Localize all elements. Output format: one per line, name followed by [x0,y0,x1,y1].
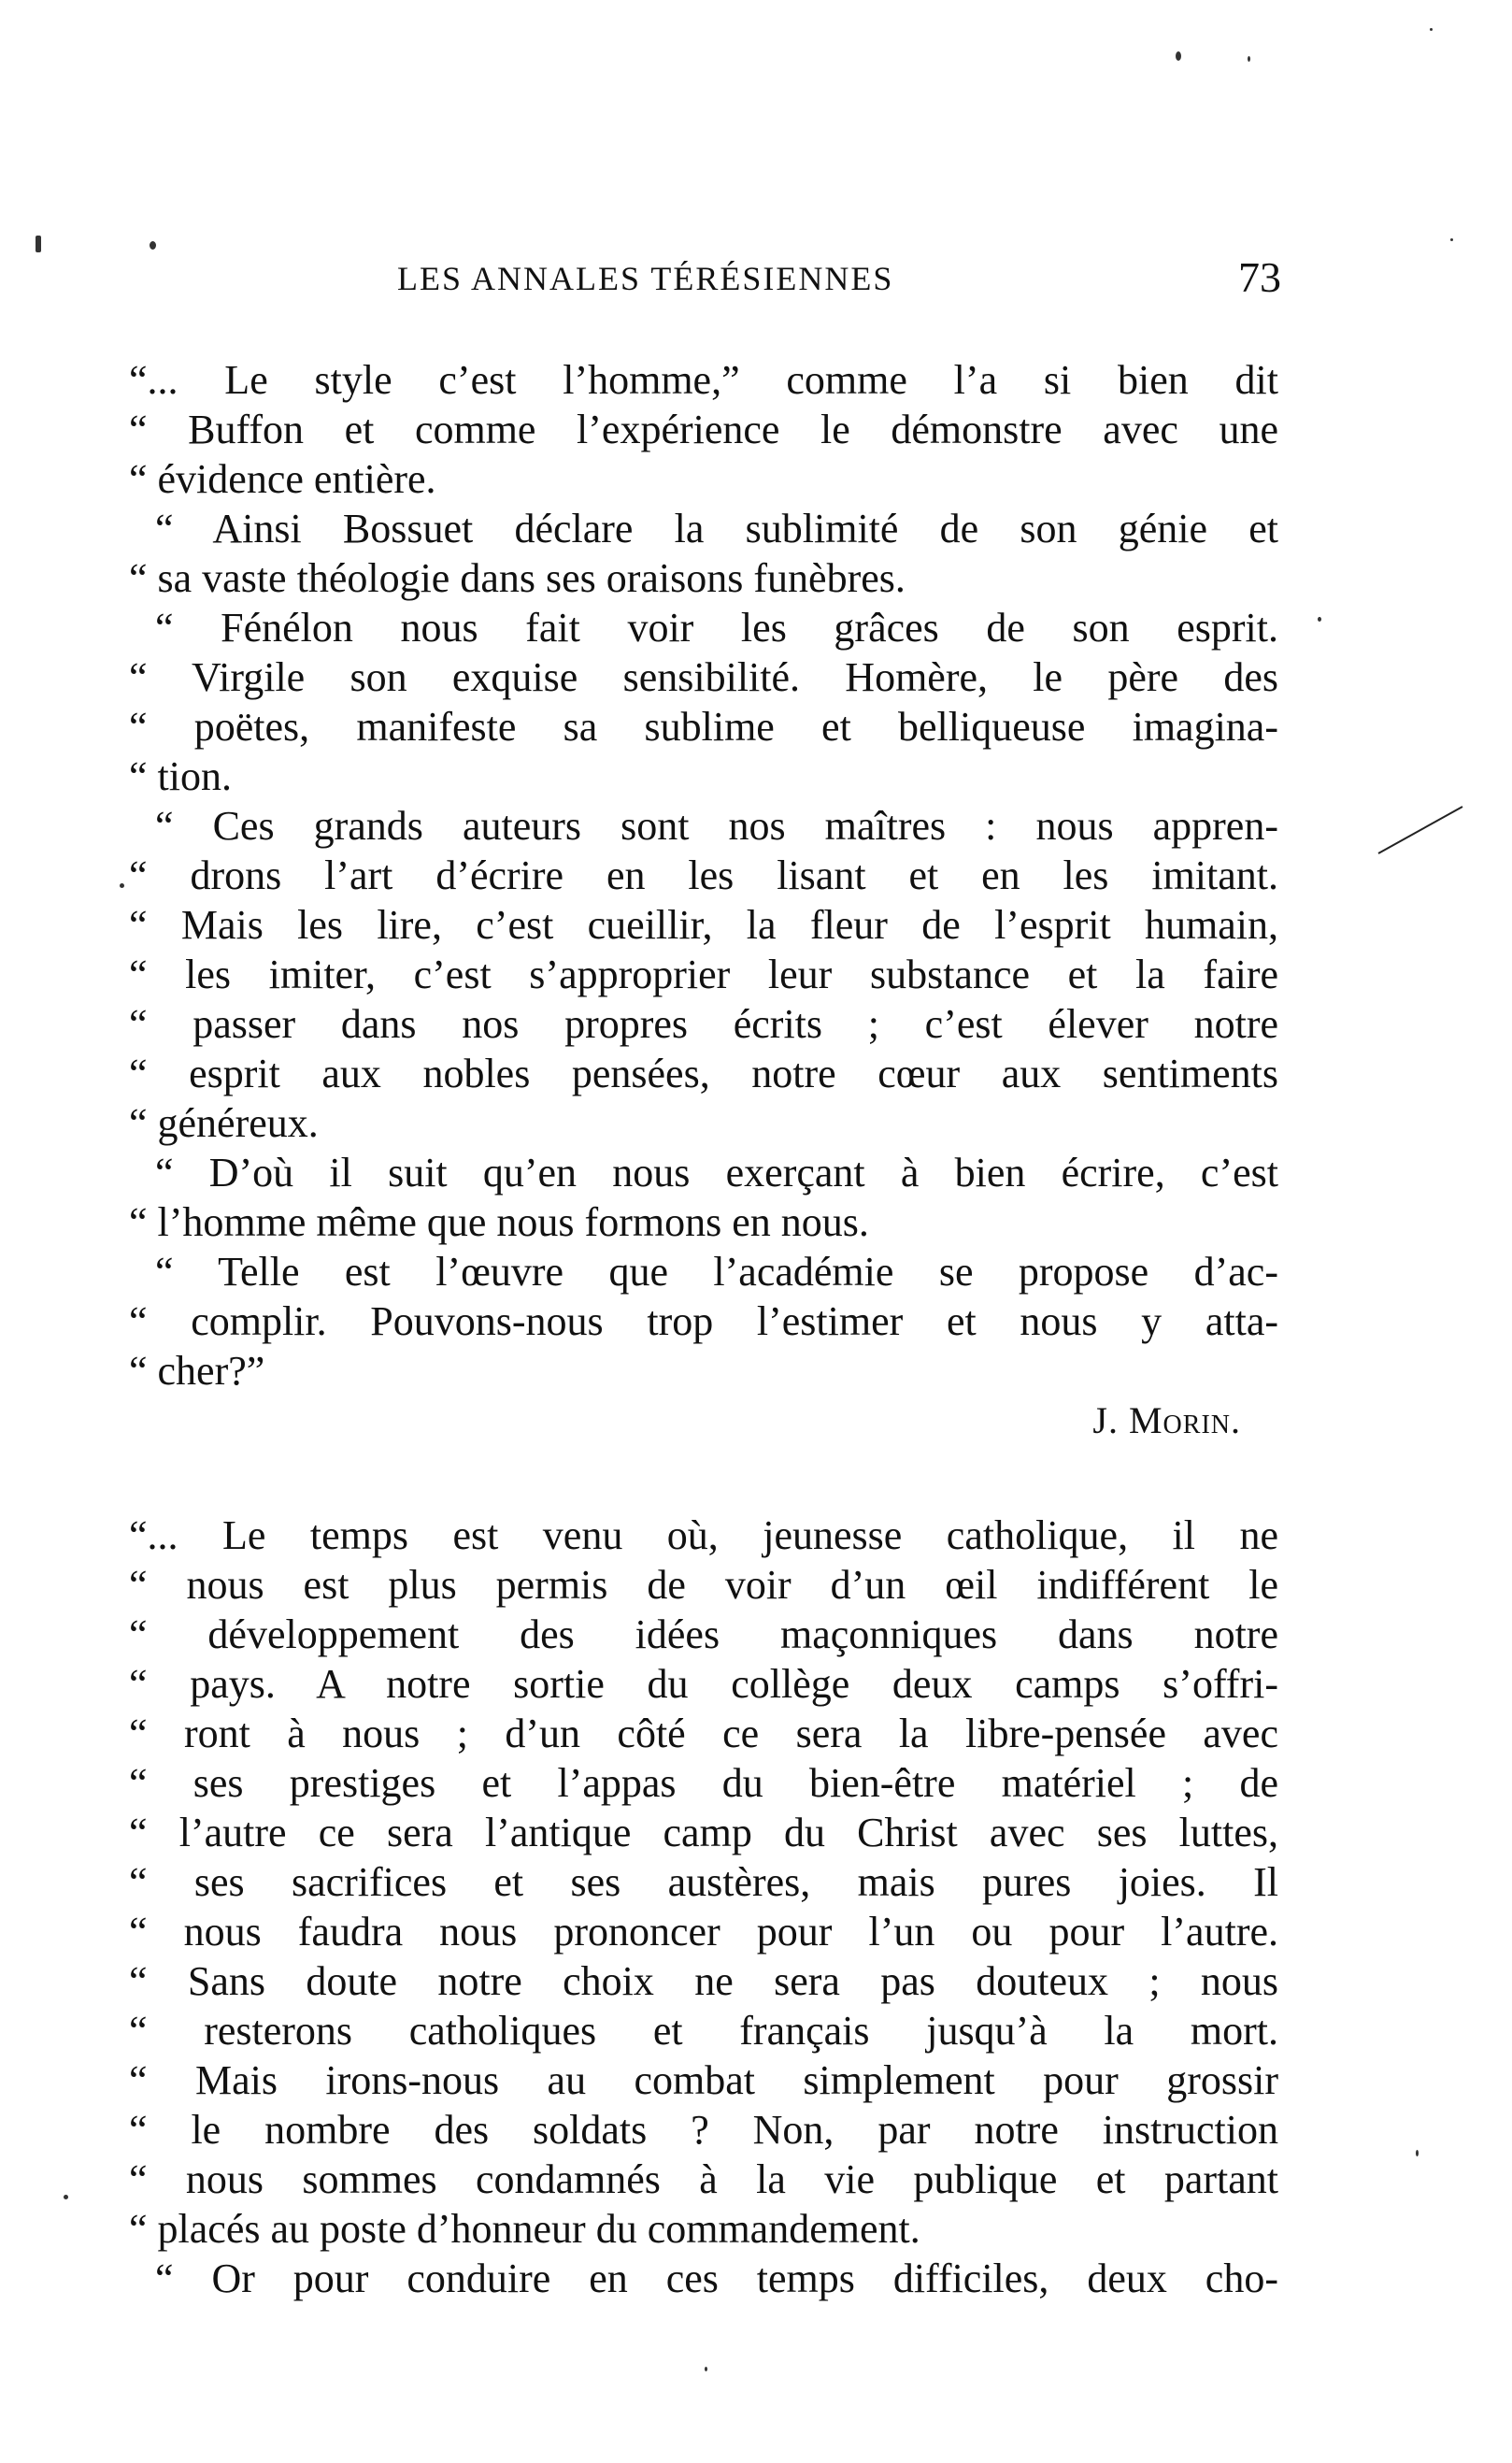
text-line: “ poëtes, manifeste sa sublime et belliqueuse imagina- [129,704,1278,750]
scan-speck [150,241,156,250]
text-line: “ Or pour conduire en ces temps difficiles, deux cho- [155,2255,1278,2301]
text-line: “ Sans doute notre choix ne sera pas douteux ; nous [129,1958,1278,2004]
text-line: “ esprit aux nobles pensées, notre cœur aux sentiments [129,1051,1278,1096]
text-line: “ ses sacrifices et ses austères, mais pures joies. Il [129,1859,1278,1905]
text-line: “ Ainsi Bossuet déclare la sublimité de son génie et [155,506,1278,551]
scan-speck [120,883,124,888]
text-line: “ Buffon et comme l’expérience le démonstre avec une [129,407,1278,452]
body-text [129,355,1278,2303]
text-line: “ pays. A notre sortie du collège deux camps s’offri- [129,1661,1278,1707]
text-line: “ généreux. [129,1100,319,1146]
running-header: LES ANNALES TÉRÉSIENNES [397,260,894,297]
text-line: “ tion. [129,753,232,799]
text-line: “ drons l’art d’écrire en les lisant et en les imitant. [129,852,1278,898]
text-line: “ resterons catholiques et français jusqu’à la mort. [129,2008,1278,2054]
text-line: “ passer dans nos propres écrits ; c’est élever notre [129,1001,1278,1047]
text-line: “ placés au poste d’honneur du commandement. [129,2206,920,2252]
text-line: “ nous est plus permis de voir d’un œil indifférent le [129,1562,1278,1608]
scan-speck [1430,28,1433,31]
text-line: “ l’homme même que nous formons en nous. [129,1199,869,1245]
section-gap [129,1445,1278,1511]
scan-speck [1416,2150,1419,2156]
text-line: “ sa vaste théologie dans ses oraisons funèbres. [129,555,906,601]
page-number: 73 [1238,253,1281,301]
passage-1 [129,355,1278,1445]
text-line: “ Mais irons-nous au combat simplement pour grossir [129,2057,1278,2103]
scan-speck [36,236,41,252]
text-line: “... Le style c’est l’homme,” comme l’a si bien dit [129,357,1278,403]
text-line: “ Ces grands auteurs sont nos maîtres : nous appren- [155,803,1278,849]
scan-speck [1176,51,1181,61]
scan-speck [1318,617,1321,622]
scan-speck [1450,238,1453,241]
text-line: “ le nombre des soldats ? Non, par notre instruction [129,2107,1278,2153]
scan-speck [705,2367,707,2371]
text-line: “ développement des idées maçonniques dans notre [129,1611,1278,1657]
text-line: “ les imiter, c’est s’approprier leur substance et la faire [129,952,1278,997]
text-line: “ cher?” [129,1348,265,1394]
text-line: “ Mais les lire, c’est cueillir, la fleur de l’esprit humain, [129,902,1278,948]
text-line: “... Le temps est venu où, jeunesse catholique, il ne [129,1512,1278,1558]
signature: J. Morin. [1092,1399,1241,1441]
text-line: “ ront à nous ; d’un côté ce sera la libre-pensée avec [129,1711,1278,1756]
text-line: “ l’autre ce sera l’antique camp du Christ avec ses luttes, [129,1810,1278,1855]
passage-2 [129,1511,1278,2303]
text-line: “ Fénélon nous fait voir les grâces de son esprit. [155,605,1278,651]
text-line: “ évidence entière. [129,456,436,502]
text-line: “ nous sommes condamnés à la vie publique et partant [129,2156,1278,2202]
scan-speck [64,2195,68,2199]
text-line: “ nous faudra nous prononcer pour l’un ou pour l’autre. [129,1909,1278,1955]
scan-mark [1374,802,1467,858]
text-line: “ D’où il suit qu’en nous exerçant à bien écrire, c’est [155,1150,1278,1196]
text-line: “ ses prestiges et l’appas du bien-être matériel ; de [129,1760,1278,1806]
text-line: “ complir. Pouvons-nous trop l’estimer et nous y atta- [129,1298,1278,1344]
text-line: “ Telle est l’œuvre que l’académie se propose d’ac- [155,1249,1278,1295]
scan-speck [1248,56,1250,62]
text-line: “ Virgile son exquise sensibilité. Homère, le père des [129,654,1278,700]
